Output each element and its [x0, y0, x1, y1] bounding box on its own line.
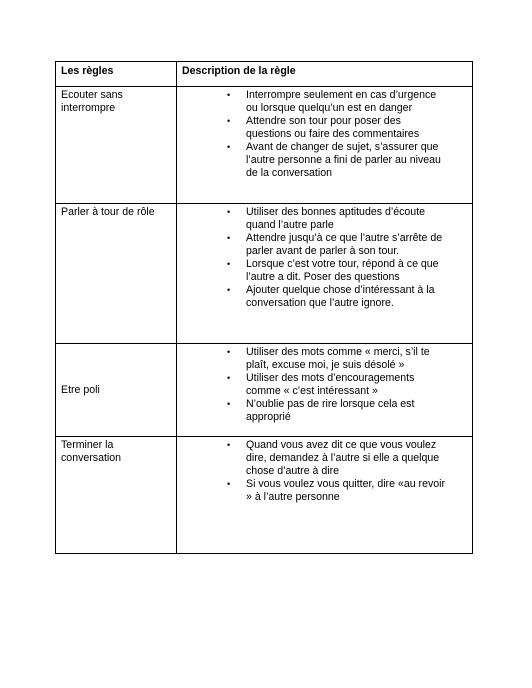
table-row: [56, 87, 473, 204]
bullet-icon: •: [227, 285, 231, 295]
bullet-icon: •: [227, 207, 231, 217]
bullet-list: [182, 206, 467, 310]
bullet-icon: •: [227, 347, 231, 357]
bullet-icon: •: [227, 440, 231, 450]
list-item-text: Utiliser des mots comme « merci, s’il te plaît, excuse moi, je suis désolé »: [246, 346, 430, 371]
list-item: [182, 439, 467, 478]
list-item: [182, 206, 467, 232]
list-item-text: Avant de changer de sujet, s’assurer que l’autre personne a fini de parler au niveau de la conversation: [246, 141, 441, 179]
list-item-text: Utiliser des bonnes aptitudes d’écoute quand l’autre parle: [246, 206, 426, 231]
bullet-list: [182, 346, 467, 424]
list-item-text: Utiliser des mots d’encouragements comme « c’est intéressant »: [246, 372, 415, 397]
bullet-list: [182, 439, 467, 504]
list-item: [182, 115, 467, 141]
bullet-icon: •: [227, 116, 231, 126]
rule-name: Ecouter sans interrompre: [56, 87, 177, 204]
header-description: Description de la règle: [177, 62, 473, 87]
table-row: [56, 204, 473, 344]
list-item: [182, 478, 467, 504]
rule-description: [177, 204, 473, 344]
list-item-text: Lorsque c’est votre tour, répond à ce que l’autre a dit. Poser des questions: [246, 258, 439, 283]
rule-description: [177, 344, 473, 437]
bullet-icon: •: [227, 373, 231, 383]
list-item: [182, 284, 467, 310]
bullet-icon: •: [227, 399, 231, 409]
list-item-text: N’oublie pas de rire lorsque cela est approprié: [246, 398, 415, 423]
bullet-icon: •: [227, 233, 231, 243]
table-row: [56, 344, 473, 437]
list-item: [182, 89, 467, 115]
list-item-text: Attendre son tour pour poser des questions ou faire des commentaires: [246, 115, 420, 140]
rule-name: Parler à tour de rôle: [56, 204, 177, 344]
list-item: [182, 258, 467, 284]
rule-description: [177, 87, 473, 204]
bullet-icon: •: [227, 142, 231, 152]
list-item: [182, 372, 467, 398]
list-item: [182, 141, 467, 180]
bullet-icon: •: [227, 259, 231, 269]
list-item-text: Interrompre seulement en cas d’urgence ou lorsque quelqu’un est en danger: [246, 89, 437, 114]
list-item-text: Attendre jusqu’à ce que l’autre s’arrête de parler avant de parler à son tour.: [246, 232, 443, 257]
bullet-icon: •: [227, 90, 231, 100]
bullet-icon: •: [227, 479, 231, 489]
rule-description: [177, 437, 473, 554]
bullet-list: [182, 89, 467, 180]
rule-name: Etre poli: [56, 344, 177, 437]
list-item-text: Ajouter quelque chose d’intéressant à la conversation que l’autre ignore.: [246, 284, 435, 309]
list-item-text: Quand vous avez dit ce que vous voulez dire, demandez à l’autre si elle a quelque chose d’autre à dire: [246, 439, 440, 477]
header-rules: Les règles: [56, 62, 177, 87]
table-row: [56, 437, 473, 554]
list-item-text: Si vous voulez vous quitter, dire «au revoir » à l’autre personne: [246, 478, 446, 503]
rule-name: Terminer la conversation: [56, 437, 177, 554]
list-item: [182, 346, 467, 372]
rules-table: [55, 61, 473, 554]
table-header-row: [56, 62, 473, 87]
list-item: [182, 232, 467, 258]
list-item: [182, 398, 467, 424]
